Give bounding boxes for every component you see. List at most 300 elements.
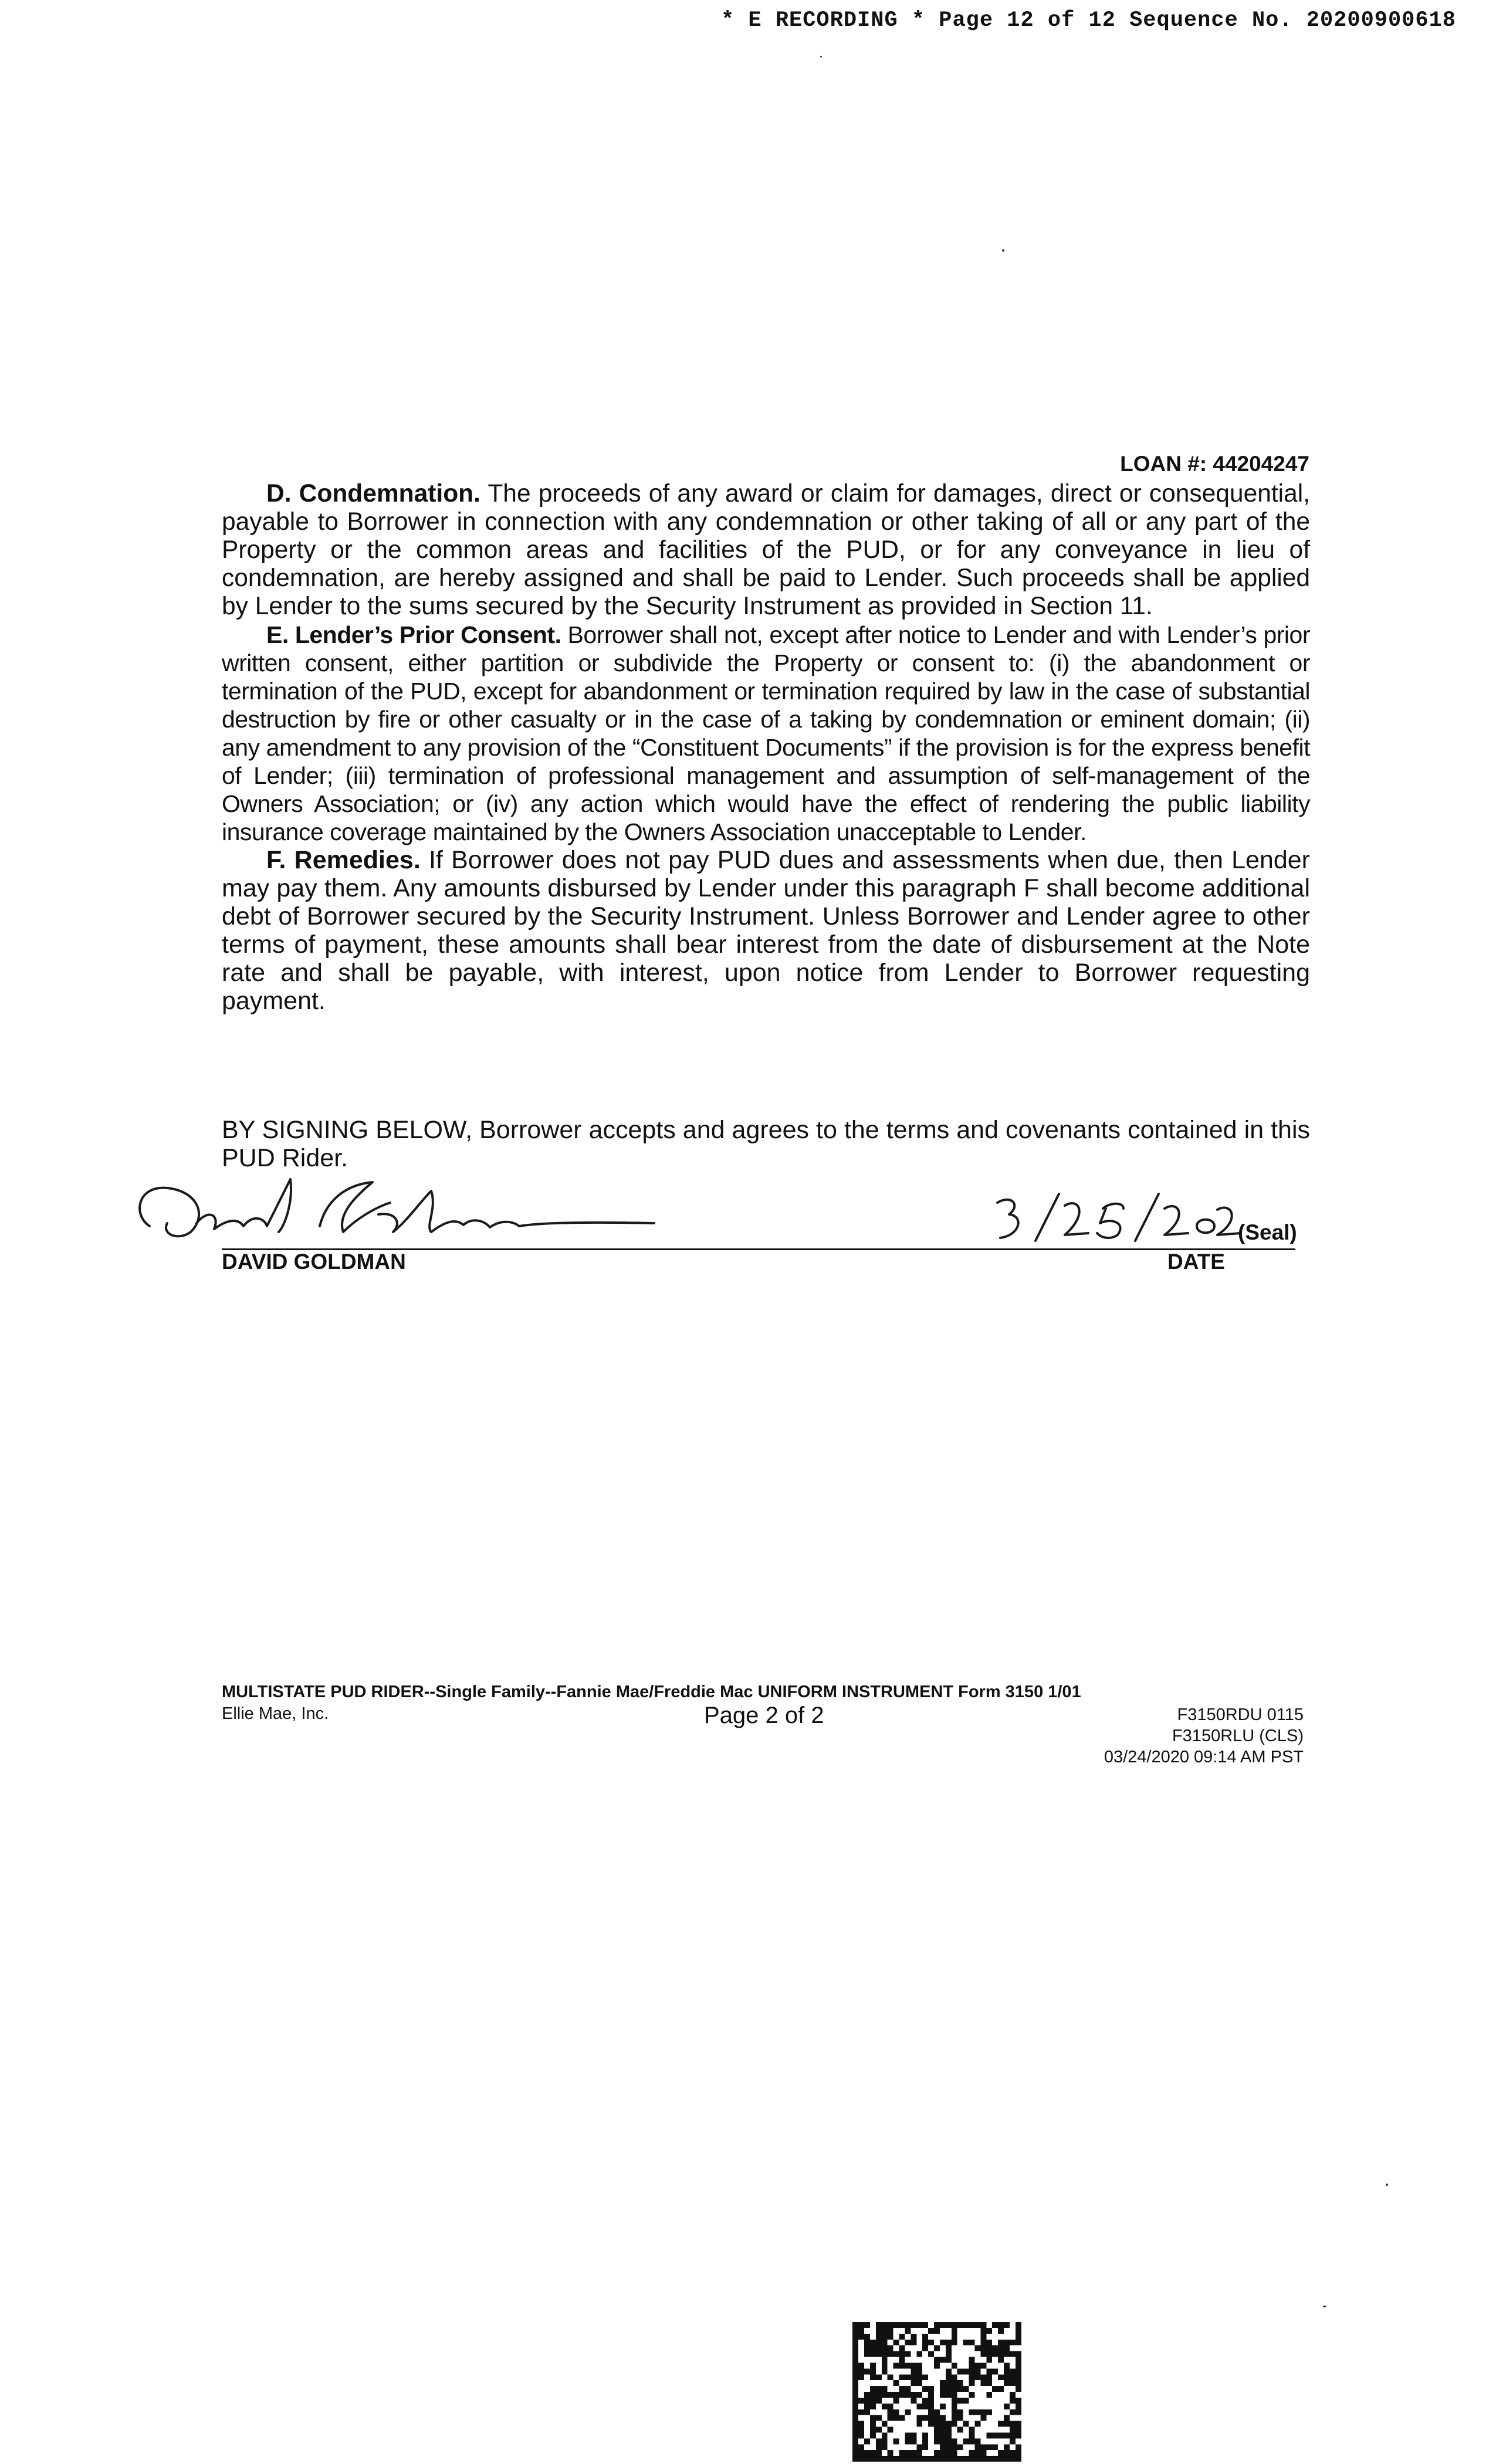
barcode-module xyxy=(928,2421,934,2427)
barcode-module xyxy=(911,2456,916,2462)
barcode-module xyxy=(882,2368,888,2374)
signing-statement xyxy=(222,1116,1310,1172)
barcode-module xyxy=(952,2386,957,2392)
barcode-module xyxy=(916,2444,922,2450)
barcode-module xyxy=(922,2374,928,2380)
barcode-module xyxy=(882,2432,888,2438)
barcode-module xyxy=(1004,2340,1010,2345)
barcode-module xyxy=(852,2444,858,2450)
barcode-module xyxy=(963,2368,969,2374)
barcode-module xyxy=(916,2368,922,2374)
barcode-module xyxy=(852,2409,858,2415)
barcode-module xyxy=(934,2363,940,2368)
barcode-module xyxy=(952,2328,957,2334)
barcode-module xyxy=(922,2438,928,2444)
barcode-module xyxy=(858,2368,864,2374)
barcode-module xyxy=(992,2456,998,2462)
barcode-module xyxy=(940,2357,946,2363)
barcode-module xyxy=(1004,2322,1010,2328)
barcode-module xyxy=(876,2340,882,2345)
barcode-module xyxy=(911,2322,916,2328)
section-remedies xyxy=(222,846,1310,1015)
barcode-module xyxy=(946,2392,952,2398)
barcode-module xyxy=(980,2380,986,2386)
barcode-module xyxy=(1016,2368,1021,2374)
barcode-module xyxy=(864,2368,870,2374)
barcode-module xyxy=(870,2351,876,2357)
barcode-module xyxy=(882,2438,888,2444)
barcode-module xyxy=(1010,2421,1016,2427)
barcode-module xyxy=(858,2334,864,2340)
barcode-module xyxy=(1004,2368,1010,2374)
form-timestamp: 03/24/2020 09:14 AM PST xyxy=(1104,1748,1304,1766)
barcode-module xyxy=(928,2404,934,2409)
barcode-module xyxy=(882,2334,888,2340)
barcode-module xyxy=(858,2322,864,2328)
barcode-module xyxy=(1010,2427,1016,2433)
barcode-module xyxy=(922,2345,928,2351)
barcode-module xyxy=(888,2345,893,2351)
barcode-module xyxy=(916,2322,922,2328)
barcode-module xyxy=(1004,2421,1010,2427)
barcode-module xyxy=(969,2322,975,2328)
barcode-module xyxy=(946,2450,952,2456)
barcode-module xyxy=(852,2322,858,2328)
barcode-module xyxy=(1016,2328,1021,2334)
barcode-module xyxy=(1010,2392,1016,2398)
barcode-module xyxy=(969,2438,975,2444)
barcode-module xyxy=(870,2368,876,2374)
barcode-module xyxy=(1004,2444,1010,2450)
section-condemnation xyxy=(222,480,1310,621)
barcode-module xyxy=(899,2450,905,2456)
barcode-module xyxy=(974,2322,980,2328)
barcode-module xyxy=(1010,2351,1016,2357)
barcode-module xyxy=(899,2351,905,2357)
barcode-module xyxy=(858,2398,864,2404)
barcode-module xyxy=(852,2456,858,2462)
barcode-module xyxy=(963,2438,969,2444)
barcode-module xyxy=(928,2340,934,2345)
barcode-module xyxy=(957,2427,963,2433)
barcode-module xyxy=(974,2444,980,2450)
barcode-module xyxy=(969,2363,975,2368)
barcode-module xyxy=(916,2363,922,2368)
barcode-module xyxy=(882,2340,888,2345)
barcode-module xyxy=(1004,2363,1010,2368)
barcode-module xyxy=(905,2392,911,2398)
barcode-module xyxy=(940,2380,946,2386)
barcode-module xyxy=(998,2421,1004,2427)
barcode-module xyxy=(905,2456,911,2462)
barcode-module xyxy=(893,2456,899,2462)
barcode-module xyxy=(905,2450,911,2456)
barcode-module xyxy=(899,2374,905,2380)
barcode-module xyxy=(969,2368,975,2374)
barcode-module xyxy=(974,2374,980,2380)
barcode-module xyxy=(957,2322,963,2328)
barcode-module xyxy=(888,2415,893,2421)
form-title-rest: --Single Family--Fannie Mae/Freddie Mac UNIFORM INSTRUMENT Form 3150 1/01 xyxy=(424,1683,1081,1701)
barcode-module xyxy=(852,2380,858,2386)
barcode-module xyxy=(922,2444,928,2450)
barcode-module xyxy=(1016,2386,1021,2392)
barcode-module xyxy=(952,2392,957,2398)
company-name: Ellie Mae, Inc. xyxy=(222,1704,329,1723)
barcode-module xyxy=(957,2409,963,2415)
barcode-module xyxy=(893,2409,899,2415)
barcode-module xyxy=(946,2345,952,2351)
barcode-module xyxy=(946,2322,952,2328)
barcode-module xyxy=(1016,2357,1021,2363)
barcode-module xyxy=(858,2450,864,2456)
barcode-module xyxy=(934,2421,940,2427)
barcode-module xyxy=(957,2444,963,2450)
barcode-module xyxy=(893,2398,899,2404)
barcode-module xyxy=(986,2368,992,2374)
barcode-module xyxy=(876,2444,882,2450)
barcode-module xyxy=(974,2421,980,2427)
barcode-module xyxy=(870,2456,876,2462)
section-text: The proceeds of any award or claim for damages, direct or consequential, payable to Borrower in connection with any condemnation or other taking of all or any part of the Property or the common areas and facilities of the PUD, or for any conveyance in lieu of condemnation, are hereby assigned and shall be paid to Lender. Such proceeds shall be applied by Lender to the sums secured by the Security Instrument as provided in Section 11. xyxy=(222,480,1310,620)
barcode-module xyxy=(905,2374,911,2380)
rider-body xyxy=(222,480,1310,1015)
barcode-module xyxy=(922,2456,928,2462)
barcode-module xyxy=(864,2398,870,2404)
barcode-module xyxy=(852,2357,858,2363)
barcode-module xyxy=(893,2392,899,2398)
barcode-module xyxy=(1016,2340,1021,2345)
barcode-module xyxy=(980,2322,986,2328)
barcode-module xyxy=(1004,2351,1010,2357)
barcode-module xyxy=(1004,2380,1010,2386)
barcode-module xyxy=(969,2427,975,2433)
barcode-module xyxy=(888,2328,893,2334)
barcode-module xyxy=(882,2363,888,2368)
barcode-module xyxy=(952,2450,957,2456)
barcode-module xyxy=(1016,2322,1021,2328)
barcode-module xyxy=(963,2386,969,2392)
barcode-module xyxy=(911,2363,916,2368)
loan-label: LOAN #: xyxy=(1120,452,1207,476)
barcode-module xyxy=(1004,2345,1010,2351)
barcode-module xyxy=(940,2444,946,2450)
barcode-module xyxy=(980,2328,986,2334)
barcode-module xyxy=(1016,2409,1021,2415)
recording-header: * E RECORDING * Page 12 of 12 Sequence No. 20200900618 xyxy=(721,8,1456,33)
barcode-module xyxy=(864,2340,870,2345)
barcode-module xyxy=(940,2386,946,2392)
barcode-module xyxy=(998,2322,1004,2328)
form-title xyxy=(222,1683,1081,1702)
barcode-module xyxy=(864,2404,870,2409)
borrower-name: DAVID GOLDMAN xyxy=(222,1250,406,1274)
barcode-module xyxy=(934,2345,940,2351)
barcode-module xyxy=(882,2345,888,2351)
barcode-module xyxy=(992,2345,998,2351)
barcode-module xyxy=(980,2334,986,2340)
barcode-module xyxy=(992,2432,998,2438)
barcode-module xyxy=(928,2456,934,2462)
barcode-module xyxy=(858,2421,864,2427)
barcode-module xyxy=(934,2432,940,2438)
barcode-module xyxy=(876,2351,882,2357)
borrower-signature xyxy=(126,1167,713,1255)
barcode-module xyxy=(870,2415,876,2421)
barcode-module xyxy=(940,2456,946,2462)
barcode-module xyxy=(852,2345,858,2351)
barcode-module xyxy=(1016,2444,1021,2450)
barcode-module xyxy=(852,2351,858,2357)
barcode-module xyxy=(952,2363,957,2368)
barcode-module xyxy=(1016,2421,1021,2427)
barcode-module xyxy=(858,2427,864,2433)
barcode-module xyxy=(986,2444,992,2450)
barcode-module xyxy=(1004,2456,1010,2462)
barcode-module xyxy=(940,2404,946,2409)
barcode-module xyxy=(888,2322,893,2328)
barcode-module xyxy=(916,2421,922,2427)
barcode-module xyxy=(922,2334,928,2340)
barcode-module xyxy=(1016,2404,1021,2409)
barcode-module xyxy=(1004,2374,1010,2380)
barcode-module xyxy=(864,2392,870,2398)
barcode-module xyxy=(876,2345,882,2351)
barcode-module xyxy=(998,2450,1004,2456)
barcode-module xyxy=(876,2450,882,2456)
section-heading: D. Condemnation. xyxy=(266,480,480,507)
barcode-module xyxy=(1016,2334,1021,2340)
barcode-module xyxy=(952,2404,957,2409)
barcode-module xyxy=(882,2392,888,2398)
barcode-module xyxy=(852,2386,858,2392)
barcode-module xyxy=(1016,2450,1021,2456)
barcode-module xyxy=(952,2438,957,2444)
barcode-module xyxy=(928,2386,934,2392)
barcode-module xyxy=(852,2450,858,2456)
barcode-module xyxy=(946,2444,952,2450)
barcode-module xyxy=(934,2357,940,2363)
barcode-module xyxy=(969,2409,975,2415)
loan-value: 44204247 xyxy=(1213,452,1309,476)
barcode-module xyxy=(882,2386,888,2392)
barcode-module xyxy=(876,2392,882,2398)
barcode-module xyxy=(870,2427,876,2433)
barcode-module xyxy=(969,2432,975,2438)
barcode-module xyxy=(946,2386,952,2392)
date-label: DATE xyxy=(1167,1250,1225,1274)
barcode-module xyxy=(974,2345,980,2351)
barcode-module xyxy=(1010,2409,1016,2415)
barcode-module xyxy=(963,2456,969,2462)
barcode-module xyxy=(980,2351,986,2357)
barcode-module xyxy=(986,2374,992,2380)
barcode-module xyxy=(870,2392,876,2398)
barcode-module xyxy=(858,2456,864,2462)
barcode-module xyxy=(888,2450,893,2456)
barcode-module xyxy=(940,2415,946,2421)
barcode-module xyxy=(928,2392,934,2398)
barcode-module xyxy=(952,2421,957,2427)
barcode-module xyxy=(1010,2456,1016,2462)
barcode-module xyxy=(992,2444,998,2450)
barcode-module xyxy=(998,2432,1004,2438)
barcode-module xyxy=(864,2456,870,2462)
barcode-module xyxy=(969,2357,975,2363)
barcode-module xyxy=(986,2328,992,2334)
barcode-module xyxy=(876,2456,882,2462)
barcode-module xyxy=(876,2398,882,2404)
barcode-module xyxy=(864,2438,870,2444)
barcode-module xyxy=(870,2404,876,2409)
barcode-module xyxy=(1010,2380,1016,2386)
barcode-module xyxy=(882,2322,888,2328)
barcode-module xyxy=(1016,2456,1021,2462)
barcode-module xyxy=(922,2386,928,2392)
section-text: Borrower shall not, except after notice to Lender and with Lender’s prior written consent, either partition or subdivide the Property or consent to: (i) the abandonment or termination of the PUD, except for abandonment or termination required by law in the case of substantial destruction by fire or other casualty or in the case of a taking by condemnation or eminent domain; (ii) any amendment to any provision of the “Constituent Documents” if the provision is for the express benefit of Lender; (iii) termination of professional management and assumption of self-management of the Owners Association; or (iv) any action which would have the effect of rendering the public liability insurance coverage maintained by the Owners Association unacceptable to Lender. xyxy=(222,621,1310,845)
barcode-module xyxy=(980,2340,986,2345)
barcode-module xyxy=(992,2322,998,2328)
barcode-module xyxy=(888,2334,893,2340)
barcode-module xyxy=(998,2374,1004,2380)
barcode-module xyxy=(852,2334,858,2340)
barcode-module xyxy=(864,2409,870,2415)
barcode-module xyxy=(852,2340,858,2345)
barcode-module xyxy=(882,2404,888,2409)
barcode-module xyxy=(1010,2438,1016,2444)
barcode-module xyxy=(1004,2415,1010,2421)
barcode-module xyxy=(986,2432,992,2438)
scan-speck xyxy=(1323,2306,1326,2307)
barcode-module xyxy=(1004,2404,1010,2409)
barcode-module xyxy=(858,2374,864,2380)
barcode-module xyxy=(922,2398,928,2404)
barcode-module xyxy=(876,2334,882,2340)
seal-label: (Seal) xyxy=(1238,1220,1297,1244)
barcode-module xyxy=(893,2438,899,2444)
barcode-module xyxy=(888,2392,893,2398)
barcode-module xyxy=(870,2374,876,2380)
barcode-module xyxy=(1010,2450,1016,2456)
barcode-module xyxy=(957,2398,963,2404)
barcode-module xyxy=(957,2415,963,2421)
barcode-module xyxy=(882,2351,888,2357)
barcode-module xyxy=(876,2386,882,2392)
handwritten-date xyxy=(986,1185,1244,1250)
barcode-module xyxy=(911,2368,916,2374)
barcode-module xyxy=(899,2345,905,2351)
barcode-module xyxy=(911,2392,916,2398)
barcode-module xyxy=(952,2334,957,2340)
barcode-module xyxy=(934,2450,940,2456)
barcode-module xyxy=(888,2351,893,2357)
barcode-module xyxy=(940,2438,946,2444)
barcode-module xyxy=(899,2357,905,2363)
barcode-module xyxy=(1010,2398,1016,2404)
barcode-module xyxy=(888,2409,893,2415)
barcode-module xyxy=(980,2415,986,2421)
barcode-module xyxy=(911,2432,916,2438)
barcode-module xyxy=(852,2328,858,2334)
barcode-module xyxy=(963,2398,969,2404)
barcode-module xyxy=(852,2368,858,2374)
loan-number xyxy=(1120,452,1309,476)
barcode-module xyxy=(876,2415,882,2421)
barcode-module xyxy=(940,2450,946,2456)
barcode-module xyxy=(974,2363,980,2368)
barcode-module xyxy=(916,2456,922,2462)
barcode-module xyxy=(952,2340,957,2345)
barcode-module xyxy=(1016,2427,1021,2433)
barcode-module xyxy=(852,2392,858,2398)
barcode-module xyxy=(876,2328,882,2334)
barcode-module xyxy=(969,2450,975,2456)
barcode-module xyxy=(946,2374,952,2380)
barcode-module xyxy=(888,2374,893,2380)
barcode-module xyxy=(969,2340,975,2345)
barcode-module xyxy=(916,2374,922,2380)
barcode-module xyxy=(858,2432,864,2438)
form-code-1: F3150RDU 0115 xyxy=(1177,1705,1304,1724)
barcode-module xyxy=(870,2386,876,2392)
scan-speck xyxy=(1002,249,1004,252)
barcode-module xyxy=(940,2421,946,2427)
barcode-module xyxy=(911,2374,916,2380)
barcode-module xyxy=(852,2432,858,2438)
scan-speck xyxy=(820,56,822,57)
barcode-module xyxy=(876,2438,882,2444)
barcode-module xyxy=(864,2322,870,2328)
barcode-module xyxy=(998,2340,1004,2345)
barcode-module xyxy=(870,2450,876,2456)
barcode-module xyxy=(916,2351,922,2357)
barcode-module xyxy=(888,2456,893,2462)
barcode-module xyxy=(1010,2374,1016,2380)
barcode-module xyxy=(922,2322,928,2328)
barcode-module xyxy=(957,2380,963,2386)
section-text: If Borrower does not pay PUD dues and assessments when due, then Lender may pay them. Any amounts disbursed by Lender under this paragraph F shall become additional debt of Borrower secured by the Security Instrument. Unless Borrower and Lender agree to other terms of payment, these amounts shall bear interest from the date of disbursement at the Note rate and shall be payable, with interest, upon notice from Lender to Borrower requesting payment. xyxy=(222,846,1310,1015)
barcode-module xyxy=(957,2386,963,2392)
barcode-module xyxy=(911,2450,916,2456)
barcode-module xyxy=(1010,2340,1016,2345)
barcode-module xyxy=(905,2438,911,2444)
barcode-module xyxy=(1004,2450,1010,2456)
barcode-module xyxy=(974,2409,980,2415)
barcode-module xyxy=(946,2357,952,2363)
barcode-module xyxy=(876,2374,882,2380)
barcode-module xyxy=(992,2386,998,2392)
barcode-module xyxy=(882,2456,888,2462)
barcode-module xyxy=(882,2328,888,2334)
barcode-module xyxy=(952,2322,957,2328)
barcode-module xyxy=(940,2432,946,2438)
form-codes xyxy=(1104,1704,1304,1768)
barcode-module xyxy=(893,2322,899,2328)
barcode-module xyxy=(870,2421,876,2427)
barcode-module xyxy=(852,2374,858,2380)
barcode-module xyxy=(899,2334,905,2340)
barcode-module xyxy=(992,2351,998,2357)
barcode-module xyxy=(963,2340,969,2345)
barcode-module xyxy=(946,2380,952,2386)
barcode-module xyxy=(916,2415,922,2421)
barcode-module xyxy=(986,2392,992,2398)
barcode-module xyxy=(969,2380,975,2386)
barcode-module xyxy=(952,2380,957,2386)
barcode-module xyxy=(946,2351,952,2357)
barcode-module xyxy=(905,2363,911,2368)
barcode-module xyxy=(957,2368,963,2374)
